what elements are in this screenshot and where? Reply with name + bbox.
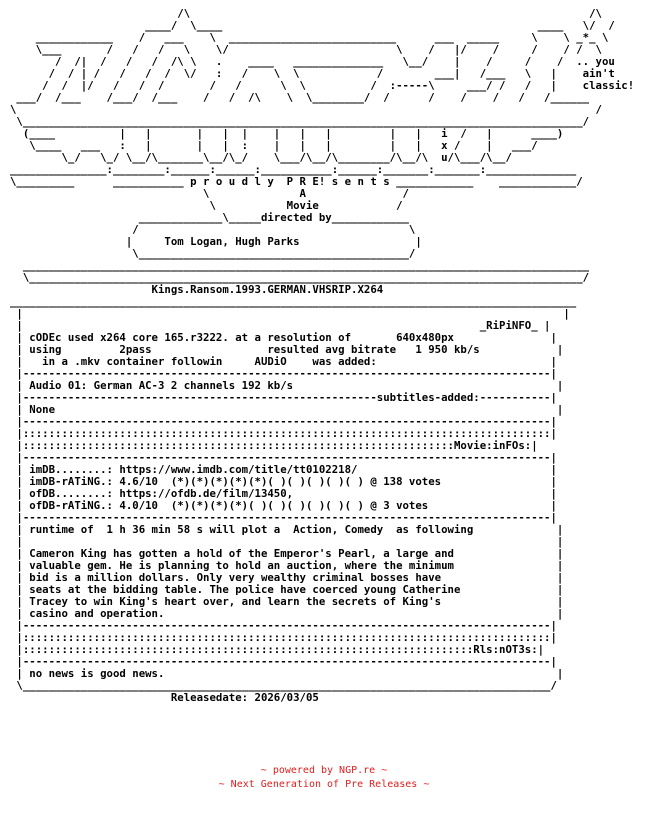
tagline-text: ~ Next Generation of Pre Releases ~ — [218, 779, 430, 790]
powered-by-text: ~ powered by NGP.re ~ — [260, 765, 388, 776]
nfo-ascii-art: /\ /\ ____/ \____ ____ \/ / ____________ / ___ \ __________________________ ___ _____ \ \ _*_ \ \___ / / / \ \/ \ / |/ / / / / \ / /| / / / /\ \ . ____ ______________ \__/ | / / / .. you / / | / / / / \/ : / \ \ / ___| /___ \ | ain't / / |/ / / / / / \ \ / :-----\ ___/ / / | classic! ___/ /___ /___/ /___ / / /\ \ \________/ / / / / / /______ \ / \_______________________________________________________________________________________/ (____ | | | | | | | | | | i / | ____) \____ ___ : | | | : | | | | | x / | ___/ \_/ \_/ \__/\_______\__/\_/ \___/\__/\________/\__/\ u/\___/\__/ _______________:________:______:______:___________:______:_______:_______:______________ \_________ ___________ p r o u d l y P R E! s e n t s ____________ ____________/ \ A / \ Movie / _____________\_____directed by____________ / \ | Tom Logan, Hugh Parks | \__________________________________________/ ________________________________________________________________________________________ \______________________________________________________________________________________/ Kings.Ransom.1993.GERMAN.VHSRIP.X264 ________________________________________________________________________________________ | | | _RiPiNFO_ | | cODEc used x264 core 165.r3222. at a resolution of 640x480px | | using 2pass resulted avg bitrate 1 950 kb/s | | in a .mkv container followin AUDiO was added: | |----------------------------------------------------------------------------------| | Audio 01: German AC-3 2 channels 192 kb/s | |-------------------------------------------------------subtitles-added:-----------| | None | |----------------------------------------------------------------------------------| |::::::::::::::::::::::::::::::::::::::::::::::::::::::::::::::::::::::::::::::::::| |:::::::::::::::::::::::::::::::::::::::::::::::::::::::::::::::::::Movie:inFOs:| |----------------------------------------------------------------------------------| | imDB........: https://www.imdb.com/title/tt0102218/ | | imDB-rATiNG.: 4.6/10 (*)(*)(*)(*)(*)( )( )( )( )( ) @ 138 votes | | ofDB........: https://ofdb.de/film/13450, | | ofDB-rATiNG.: 4.0/10 (*)(*)(*)(*)( )( )( )( )( )( ) @ 3 votes | |----------------------------------------------------------------------------------| | runtime of 1 h 36 min 58 s will plot a Action, Comedy as following | | | | Cameron King has gotten a hold of the Emperor's Pearl, a large and | | valuable gem. He is planning to hold an auction, where the minimum | | bid is a million dollars. Only very wealthy criminal bosses have | | seats at the bidding table. The police have coerced young Catherine | | Tracey to win King's heart over, and learn the secrets of King's | | casino and operation. | |----------------------------------------------------------------------------------| |::::::::::::::::::::::::::::::::::::::::::::::::::::::::::::::::::::::::::::::::::| |::::::::::::::::::::::::::::::::::::::::::::::::::::::::::::::::::::::Rls:nOT3s:| |----------------------------------------------------------------------------------| | no news is good news. | \__________________________________________________________________________________/ Releasedate: 2026/03/05 — [10, 7, 635, 704]
footer — [0, 764, 648, 792]
